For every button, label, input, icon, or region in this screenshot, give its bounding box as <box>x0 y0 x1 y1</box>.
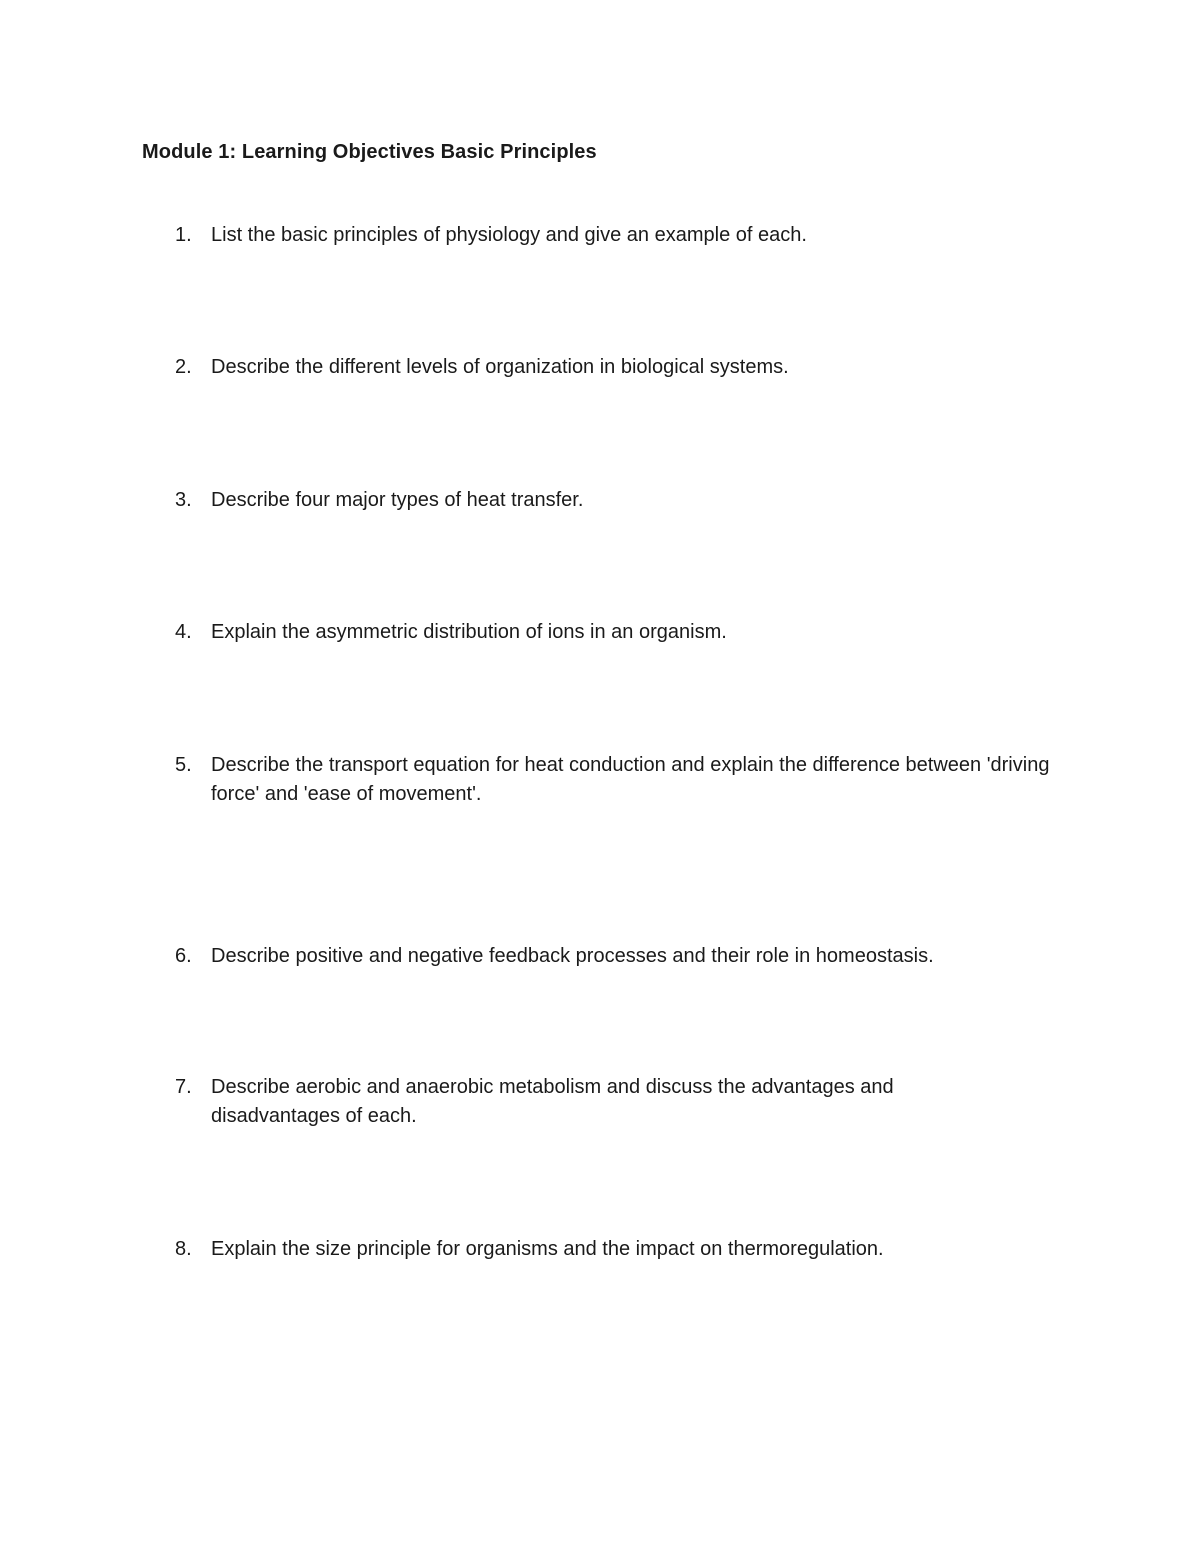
objective-number: 4. <box>175 621 192 643</box>
page-title: Module 1: Learning Objectives Basic Principles <box>142 141 597 163</box>
objective-text: Describe the different levels of organization in biological systems. <box>211 356 789 378</box>
objective-number: 3. <box>175 489 192 511</box>
objective-text: Explain the asymmetric distribution of ions in an organism. <box>211 621 727 643</box>
objective-text: Describe positive and negative feedback processes and their role in homeostasis. <box>211 945 934 967</box>
objective-text: Describe the transport equation for heat conduction and explain the difference between 'driving force' and 'ease of movement'. <box>211 754 1050 805</box>
objective-number: 7. <box>175 1076 192 1098</box>
objective-number: 2. <box>175 356 192 378</box>
objective-text: Explain the size principle for organisms and the impact on thermoregulation. <box>211 1238 884 1260</box>
objective-text: List the basic principles of physiology and give an example of each. <box>211 224 807 246</box>
objective-number: 1. <box>175 224 192 246</box>
objective-text: Describe four major types of heat transfer. <box>211 489 584 511</box>
objective-number: 8. <box>175 1238 192 1260</box>
objective-number: 5. <box>175 754 192 776</box>
objective-text: Describe aerobic and anaerobic metabolism and discuss the advantages and disadvantages of each. <box>211 1076 894 1127</box>
objective-number: 6. <box>175 945 192 967</box>
